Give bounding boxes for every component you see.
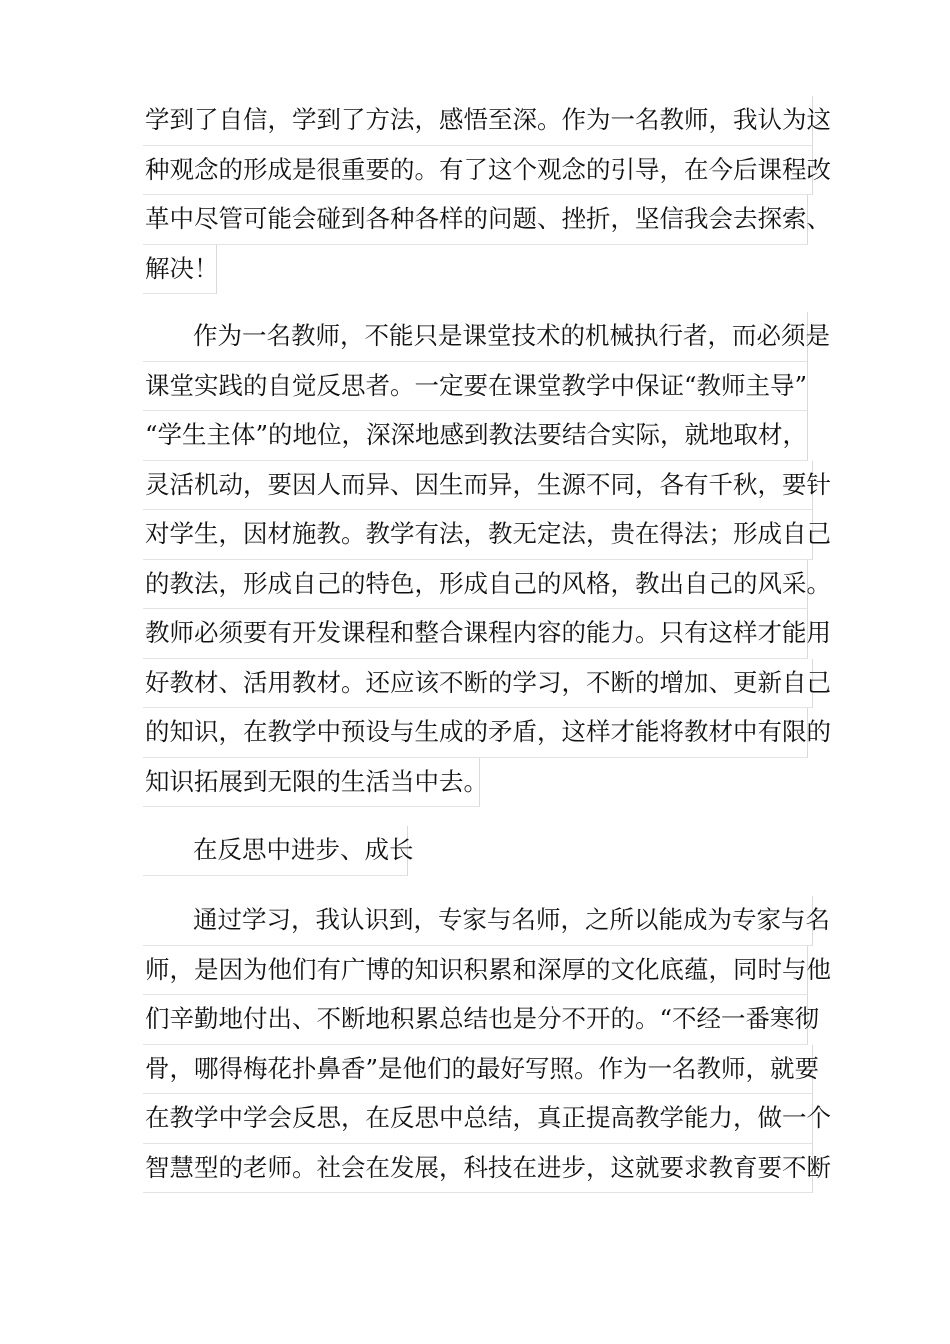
text-line: 好教材、活用教材。还应该不断的学习，不断的增加、更新自己: [143, 659, 813, 709]
text-line: 知识拓展到无限的生活当中去。: [143, 758, 480, 808]
text-line: 革中尽管可能会碰到各种各样的问题、挫折，坚信我会去探索、: [143, 195, 808, 245]
text-line: 灵活机动，要因人而异、因生而异，生源不同，各有千秋，要针: [143, 461, 813, 511]
heading-line: 在反思中进步、成长: [143, 826, 408, 876]
text-line: 通过学习，我认识到，专家与名师，之所以能成为专家与名: [143, 896, 813, 946]
text-line: 解决！: [143, 245, 217, 295]
paragraph-3: [143, 896, 831, 1193]
text-line: 的知识，在教学中预设与生成的矛盾，这样才能将教材中有限的: [143, 708, 808, 758]
text-line: 课堂实践的自觉反思者。一定要在课堂教学中保证“教师主导”: [143, 362, 808, 412]
text-line: “学生主体”的地位，深深地感到教法要结合实际，就地取材，: [143, 411, 808, 461]
text-line: 种观念的形成是很重要的。有了这个观念的引导，在今后课程改: [143, 146, 813, 196]
text-line: 的教法，形成自己的特色，形成自己的风格，教出自己的风采。: [143, 560, 808, 610]
text-line: 师，是因为他们有广博的知识积累和深厚的文化底蕴，同时与他: [143, 946, 808, 996]
paragraph-1: [143, 96, 831, 294]
text-line: 学到了自信，学到了方法，感悟至深。作为一名教师，我认为这: [143, 96, 813, 146]
text-line: 在教学中学会反思，在反思中总结，真正提高教学能力，做一个: [143, 1094, 813, 1144]
text-line: 们辛勤地付出、不断地积累总结也是分不开的。“不经一番寒彻: [143, 995, 808, 1045]
text-line: 教师必须要有开发课程和整合课程内容的能力。只有这样才能用: [143, 609, 808, 659]
text-line: 骨，哪得梅花扑鼻香”是他们的最好写照。作为一名教师，就要: [143, 1045, 813, 1095]
paragraph-2: [143, 312, 831, 807]
section-heading: [143, 826, 414, 876]
text-line: 对学生，因材施教。教学有法，教无定法，贵在得法；形成自己: [143, 510, 813, 560]
text-line: 智慧型的老师。社会在发展，科技在进步，这就要求教育要不断: [143, 1144, 813, 1194]
text-line: 作为一名教师，不能只是课堂技术的机械执行者，而必须是: [143, 312, 808, 362]
